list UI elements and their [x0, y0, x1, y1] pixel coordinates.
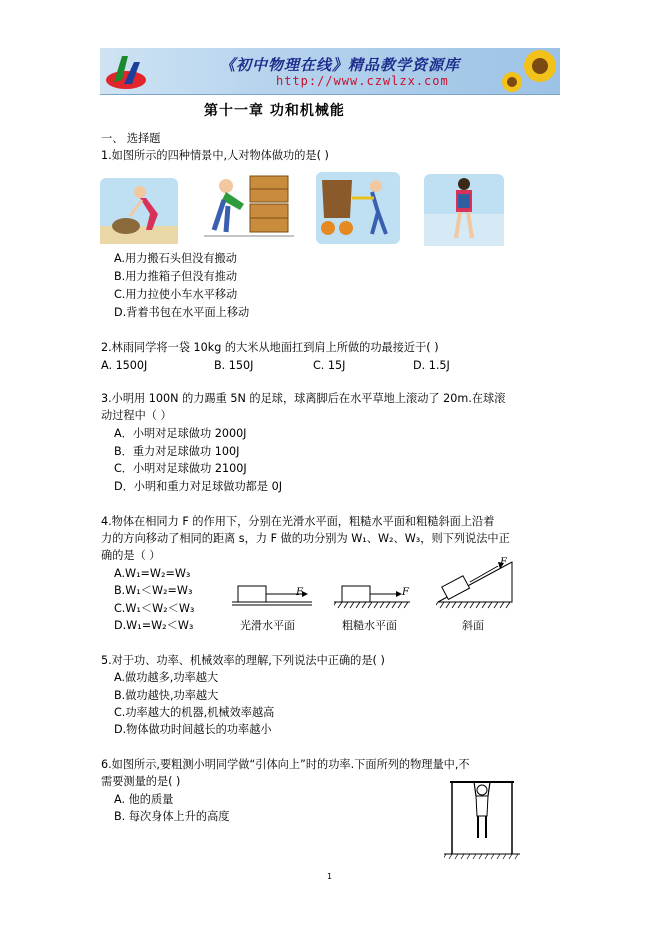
q1-figure-a-lifting-stone	[100, 178, 178, 244]
q2-option-c: C. 15J	[313, 359, 346, 372]
q4-option-b: B.W₁＜W₂=W₃	[114, 584, 193, 597]
q4-force-label-3: F	[500, 557, 507, 568]
q1-option-b: B.用力推箱子但没有推动	[114, 270, 238, 283]
q5-option-b: B.做功越快,功率越大	[114, 689, 219, 702]
q3-option-a: A．小明对足球做功 2000J	[114, 427, 247, 440]
q1-option-c: C.用力拉使小车水平移动	[114, 288, 238, 301]
q4-option-d: D.W₁=W₂＜W₃	[114, 619, 194, 632]
q4-force-label-1: F	[296, 587, 303, 598]
q2-stem: 2.林雨同学将一袋 10kg 的大米从地面扛到肩上所做的功最接近于( )	[101, 341, 439, 354]
q5-option-c: C.功率越大的机器,机械效率越高	[114, 706, 275, 719]
q6-figure-pull-up	[444, 776, 520, 862]
q5-option-d: D.物体做功时间越长的功率越小	[114, 723, 272, 736]
q1-stem: 1.如图所示的四种情景中,人对物体做功的是( )	[101, 149, 329, 162]
q6-option-b: B. 每次身体上升的高度	[114, 810, 230, 823]
q1-option-d: D.背着书包在水平面上移动	[114, 306, 250, 319]
q5-stem: 5.对于功、功率、机械效率的理解,下列说法中正确的是( )	[101, 654, 385, 667]
q2-option-a: A. 1500J	[101, 359, 148, 372]
q6-stem-line1: 6.如图所示,要粗测小明同学做“引体向上”时的功率.下面所列的物理量中,不	[101, 758, 470, 771]
q4-force-label-2: F	[402, 587, 409, 598]
sunflower-icon	[500, 48, 560, 94]
q4-stem-line1: 4.物体在相同力 F 的作用下，分别在光滑水平面，粗糙水平面和粗糙斜面上沿着	[101, 515, 495, 528]
q5-option-a: A.做功越多,功率越大	[114, 671, 219, 684]
q4-stem-line2: 力的方向移动了相同的距离 s，力 F 做的功分别为 W₁、W₂、W₃，则下列说法中正	[101, 532, 510, 545]
chapter-title: 第十一章 功和机械能	[204, 103, 345, 119]
q4-fig-label-incline: 斜面	[462, 619, 484, 632]
site-logo-icon	[104, 50, 148, 92]
banner-title: 《初中物理在线》精品教学资源库	[220, 56, 461, 74]
q4-fig-label-smooth: 光滑水平面	[240, 619, 295, 632]
q3-stem-line2: 动过程中（ ）	[101, 409, 172, 422]
header-banner	[100, 48, 560, 95]
q4-fig-label-rough: 粗糙水平面	[342, 619, 397, 632]
banner-url[interactable]: http://www.czwlzx.com	[276, 74, 449, 88]
q4-option-a: A.W₁=W₂=W₃	[114, 567, 191, 580]
q3-option-d: D．小明和重力对足球做功都是 0J	[114, 480, 283, 493]
q1-figure-c-pulling-cart	[316, 172, 400, 244]
q3-option-c: C．小明对足球做功 2100J	[114, 462, 247, 475]
q4-stem-line3: 确的是（ ）	[101, 549, 161, 562]
q6-stem-line2: 需要测量的是( )	[101, 775, 181, 788]
q4-option-c: C.W₁＜W₂＜W₃	[114, 602, 195, 615]
q6-option-a: A. 他的质量	[114, 793, 174, 806]
q3-option-b: B．重力对足球做功 100J	[114, 445, 240, 458]
q1-option-a: A.用力搬石头但没有搬动	[114, 252, 237, 265]
q2-option-b: B. 150J	[214, 359, 254, 372]
q1-figure-d-walking-with-bag	[424, 174, 504, 246]
page-number: 1	[327, 872, 333, 881]
q1-figure-b-pushing-box	[204, 170, 294, 246]
q2-option-d: D. 1.5J	[413, 359, 450, 372]
q3-stem-line1: 3.小明用 100N 的力踢重 5N 的足球，球离脚后在水平草地上滚动了 20m.在球滚	[101, 392, 506, 405]
section-heading: 一、 选择题	[101, 132, 161, 145]
